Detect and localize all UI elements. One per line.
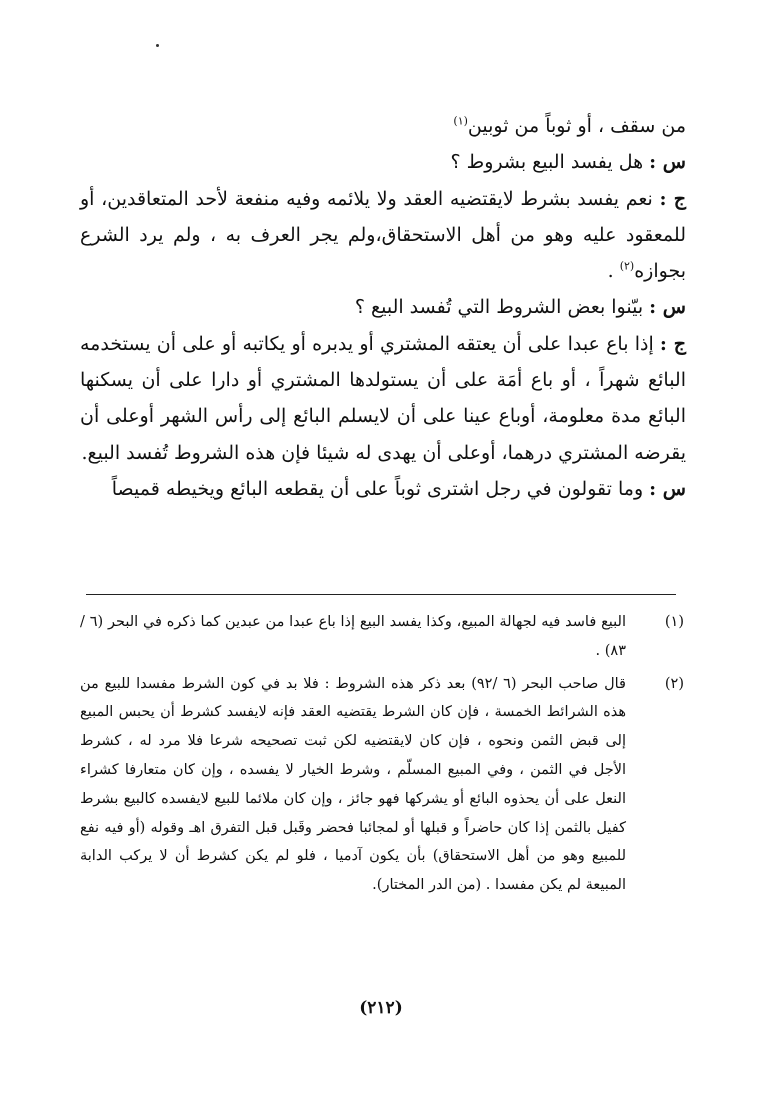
answer-1 xyxy=(80,181,686,290)
question-text: وما تقولون في رجل اشترى ثوباً على أن يقطعه البائع ويخيطه قميصاً xyxy=(111,477,644,500)
footnote-number: (١) xyxy=(664,614,684,630)
page-number: (٢١٢) xyxy=(359,998,403,1018)
question-label: س : xyxy=(649,296,686,319)
question-label: س : xyxy=(649,151,686,174)
answer-text: نعم يفسد بشرط لايقتضيه العقد ولا يلائمه وفيه منفعة لأحد المتعاقدين، أو للمعقود عليه وهو من أهل الاستحقاق،ولم يجر العرف به ، ولم يرد الشرع بجوازه xyxy=(80,187,686,283)
opening-line xyxy=(80,108,686,144)
opening-fragment: من سقف ، أو ثوباً من ثوبين xyxy=(467,115,686,137)
footnotes xyxy=(80,608,686,904)
question-text: هل يفسد البيع بشروط ؟ xyxy=(450,151,644,174)
question-1 xyxy=(80,144,686,180)
answer-label: ج : xyxy=(659,332,686,355)
scan-speck xyxy=(156,44,159,47)
answer-text: إذا باع عبدا على أن يعتقه المشتري أو يدبره أو يكاتبه أو على أن يستخدمه البائع شهراً ، أو باع أمَة على أن يستولدها المشتري أو دارا على أن يسكنها البائع مدة معلومة، أوباع عينا على أن لايسلم البائع إلى رأس الشهر أوعلى أن يقرضه المشتري درهما، أوعلى أن يهدى له شيئا فإن هذه الشروط تُفسد البيع. xyxy=(80,332,686,464)
footnote-divider xyxy=(86,594,676,595)
footnote-2 xyxy=(80,670,686,900)
footnote-text: البيع فاسد فيه لجهالة المبيع، وكذا يفسد البيع إذا باع عبدا من عبدين كما ذكره في البحر (٦ /٨٣) . xyxy=(80,614,626,659)
question-text: بيّنوا بعض الشروط التي تُفسد البيع ؟ xyxy=(354,296,644,319)
answer-label: ج : xyxy=(659,187,686,210)
question-2 xyxy=(80,289,686,325)
footnote-ref-1: (١) xyxy=(453,114,468,128)
question-label: س : xyxy=(649,477,686,500)
footnote-text: قال صاحب البحر (٦ /٩٢) بعد ذكر هذه الشروط : فلا بد في كون الشرط مفسدا للبيع من هذه الشرائط الخمسة ، فإن كان الشرط يقتضيه العقد فإنه لايفسد كشرط أن يحبس المبيع إلى قبض الثمن ونحوه ، فإن كان لايقتضيه لكن ثبت تصحيحه شرعا فلا مرد له ، كشرط الأجل في الثمن ، وفي المبيع المسلّم ، وشرط الخيار لا يفسده ، وإن كان متعارفا كشراء النعل على أن يحذوه البائع أو يشركها فهو جائز ، وإن كان ملائما للبيع لايفسده كالبيع بشرط كفيل بالثمن إذا كان حاضراً و قبلها أو لمجائبا فحضر وقَبل قبل التفرق اهـ وقوله (أو فيه نفع للمبيع وهو من أهل الاستحقاق) بأن يكون آدميا ، فلو لم يكن كشرط أن لا يركب الدابة المبيعة لم يكن مفسدا . (من الدر المختار). xyxy=(80,675,626,894)
footnote-ref-2: (٢) xyxy=(619,259,635,273)
answer-2 xyxy=(80,326,686,471)
answer-tail: . xyxy=(607,260,620,283)
footnote-number: (٢) xyxy=(664,675,684,692)
main-text xyxy=(80,108,686,507)
footnote-1 xyxy=(80,608,686,666)
question-3 xyxy=(80,471,686,507)
